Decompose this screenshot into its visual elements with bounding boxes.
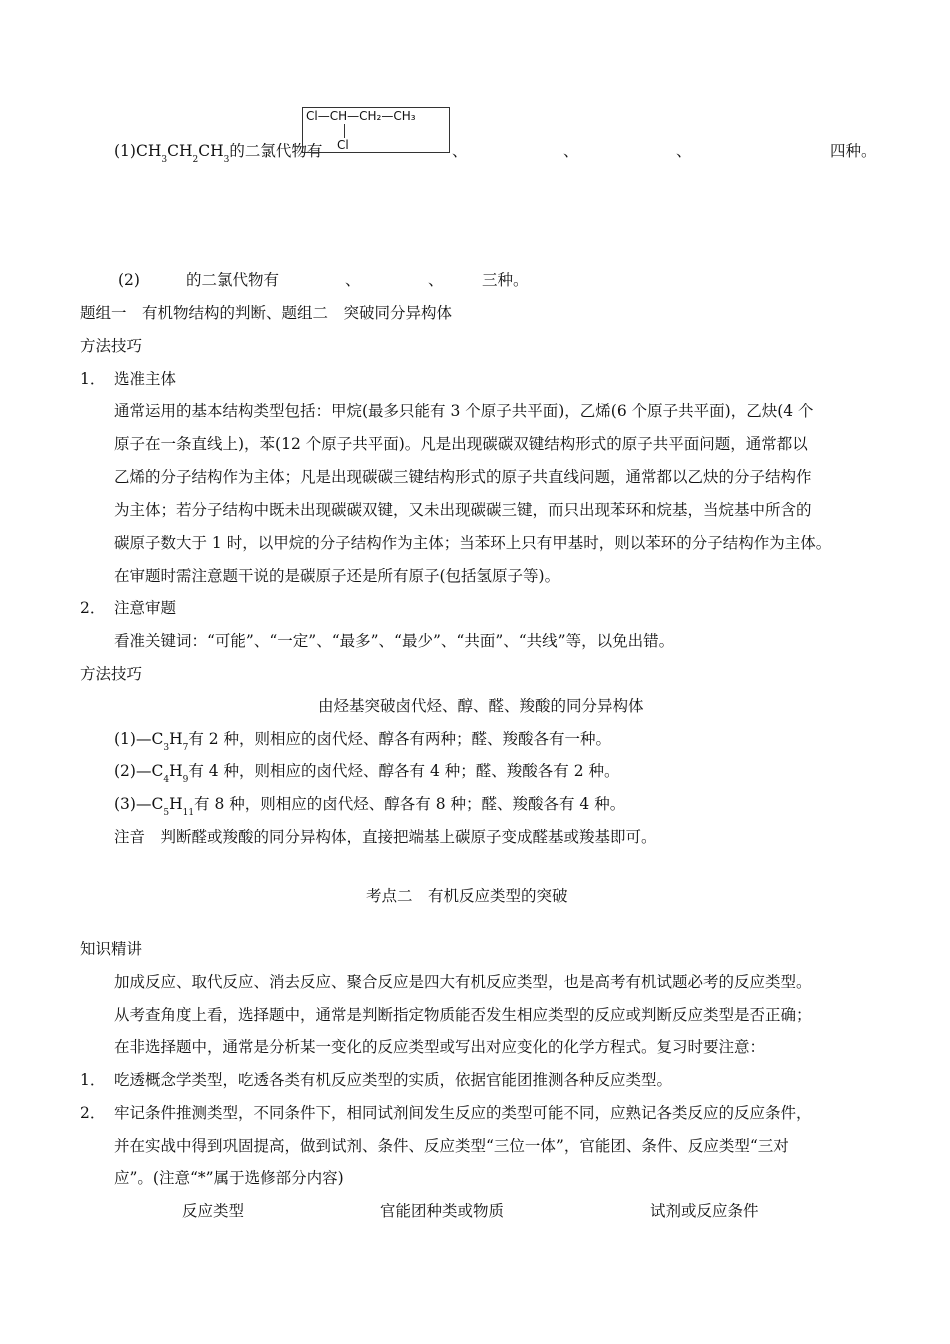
q2-sep1: 、: [345, 271, 361, 289]
method1-para-line: 碳原子数大于 1 时，以甲烷的分子结构作为主体；当苯环上只有甲基时，则以苯环的分子结构作为主体。: [114, 534, 832, 552]
section2-intro-line: 从考查角度上看，选择题中，通常是判断指定物质能否发生相应类型的反应或判断反应类型是否正确；: [114, 1006, 812, 1024]
q1-formula-mid: CH: [167, 142, 193, 160]
method1-item1-num: 1．: [80, 370, 106, 388]
section2-item1: 吃透概念学类型，吃透各类有机反应类型的实质，依据官能团推测各种反应类型。: [114, 1071, 673, 1089]
q1-formula-prefix: (1)CH: [114, 142, 162, 160]
row-post: 有 4 种，则相应的卤代烃、醇各有 4 种；醛、羧酸各有 2 种。: [188, 762, 620, 780]
isomer-row: [114, 794, 625, 817]
method1-item2-title: 注意审题: [114, 599, 177, 617]
knowledge-heading: 知识精讲: [80, 940, 143, 958]
row-pre: (1)—C: [114, 730, 164, 748]
method1-para-line: 通常运用的基本结构类型包括：甲烷(最多只能有 3 个原子共平面)，乙烯(6 个原子共平面)，乙炔(4 个: [114, 402, 814, 420]
q1-sub: 3: [161, 155, 168, 165]
row-h: H: [169, 762, 183, 780]
question-1: [114, 141, 322, 164]
structure-bond: [344, 124, 345, 138]
table-header-reagent-condition: 试剂或反应条件: [650, 1202, 759, 1220]
section2-item2-line: 应”。(注意“*”属于选修部分内容): [114, 1169, 344, 1187]
q1-sep1: 、: [452, 142, 468, 160]
method-heading-1: 方法技巧: [80, 337, 143, 355]
section2-title: 考点二 有机反应类型的突破: [366, 887, 568, 905]
row-sub: 11: [182, 808, 195, 818]
row-post: 有 8 种，则相应的卤代烃、醇各有 8 种；醛、羧酸各有 4 种。: [194, 795, 626, 813]
section2-item1-num: 1．: [80, 1071, 106, 1089]
q1-sep3: 、: [676, 142, 692, 160]
row-pre: (3)—C: [114, 795, 164, 813]
isomer-row: [114, 729, 611, 752]
method1-para-line: 原子在一条直线上)，苯(12 个原子共平面)。凡是出现碳碳双键结构形式的原子共平面问题，通常都以: [114, 435, 808, 453]
method1-para-line: 为主体；若分子结构中既未出现碳碳双键，又未出现碳碳三键，而只出现苯环和烷基，当烷基中所含的: [114, 501, 812, 519]
q2-text: 的二氯代物有: [186, 271, 280, 289]
group-heading: 题组一 有机物结构的判断、题组二 突破同分异构体: [80, 304, 453, 322]
section2-item2-line: 牢记条件推测类型，不同条件下，相同试剂间发生反应的类型可能不同，应熟记各类反应的反应条件，: [114, 1104, 812, 1122]
q2-label: (2): [118, 271, 140, 289]
section2-intro-line: 加成反应、取代反应、消去反应、聚合反应是四大有机反应类型，也是高考有机试题必考的反应类型。: [114, 973, 812, 991]
q1-sub: 2: [192, 155, 199, 165]
method2-center-title: 由烃基突破卤代烃、醇、醛、羧酸的同分异构体: [318, 697, 644, 715]
section2-item2-line: 并在实战中得到巩固提高，做到试剂、条件、反应类型“三位一体”，官能团、条件、反应类型“三对: [114, 1137, 789, 1155]
method2-note: 注音 判断醛或羧酸的同分异构体，直接把端基上碳原子变成醛基或羧基即可。: [114, 828, 657, 846]
row-sub: 5: [163, 808, 170, 818]
structure-top-chain: Cl—CH—CH₂—CH₃: [306, 109, 416, 123]
table-header-functional-group: 官能团种类或物质: [380, 1202, 505, 1220]
method1-item2-num: 2．: [80, 599, 106, 617]
q2-end: 三种。: [482, 271, 529, 289]
method1-para-line: 在审题时需注意题干说的是碳原子还是所有原子(包括氢原子等)。: [114, 567, 561, 585]
method1-para2: 看准关键词：“可能”、“一定”、“最多”、“最少”、“共面”、“共线”等，以免出错。: [114, 632, 675, 650]
q1-sep2: 、: [563, 142, 579, 160]
method1-para-line: 乙烯的分子结构作为主体；凡是出现碳碳三键结构形式的原子共直线问题，通常都以乙炔的分子结构作: [114, 468, 812, 486]
structure-formula-box: [302, 107, 450, 153]
q1-formula-mid: CH: [198, 142, 224, 160]
method1-item1-title: 选准主体: [114, 370, 177, 388]
method-heading-2: 方法技巧: [80, 665, 143, 683]
row-h: H: [169, 730, 183, 748]
q1-sub: 3: [223, 155, 230, 165]
q1-text: 的二氯代物有: [229, 142, 323, 160]
q1-end: 四种。: [830, 142, 877, 160]
table-header-reaction-type: 反应类型: [182, 1202, 245, 1220]
section2-intro-line: 在非选择题中，通常是分析某一变化的反应类型或写出对应变化的化学方程式。复习时要注意：: [114, 1038, 766, 1056]
row-post: 有 2 种，则相应的卤代烃、醇各有两种；醛、羧酸各有一种。: [188, 730, 612, 748]
section2-item2-num: 2．: [80, 1104, 106, 1122]
row-sub: 3: [163, 743, 170, 753]
row-sub: 7: [182, 743, 189, 753]
structure-bottom-cl: Cl: [337, 138, 349, 152]
row-sub: 9: [182, 775, 189, 785]
row-pre: (2)—C: [114, 762, 164, 780]
row-sub: 4: [163, 775, 170, 785]
isomer-row: [114, 761, 619, 784]
row-h: H: [169, 795, 183, 813]
q2-sep2: 、: [428, 271, 444, 289]
